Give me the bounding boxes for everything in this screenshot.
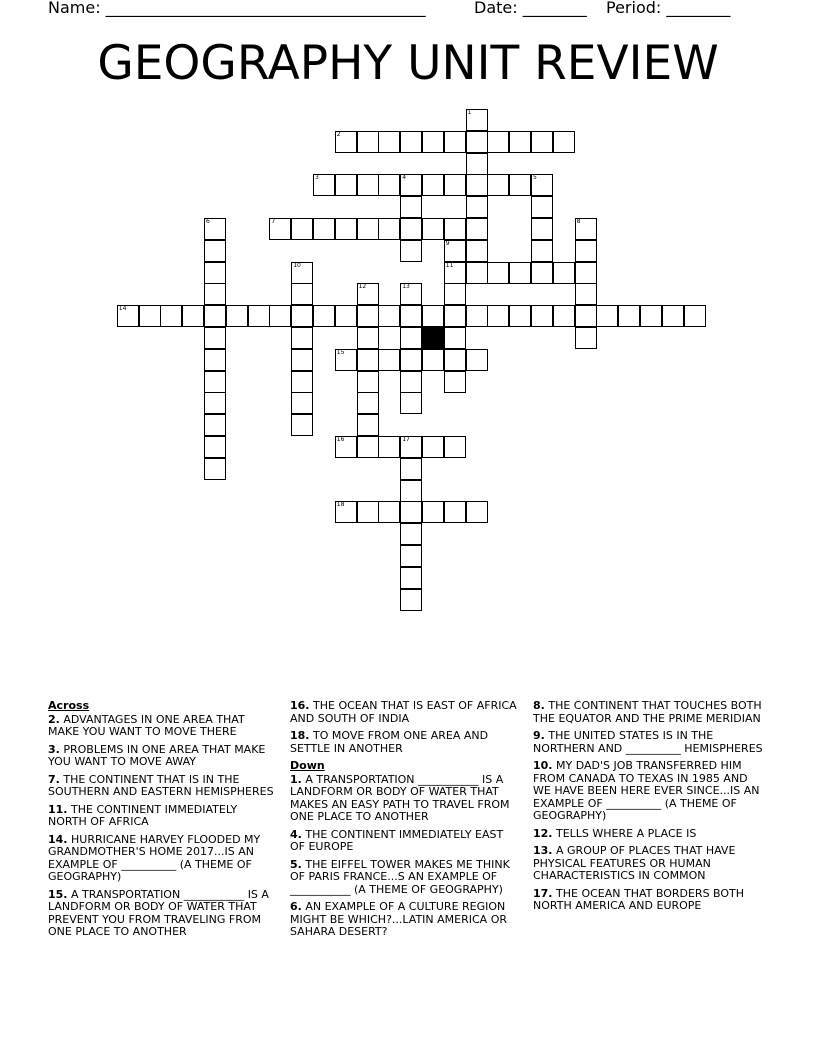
grid-cell[interactable] (400, 480, 422, 502)
grid-cell[interactable] (160, 305, 182, 327)
grid-cell[interactable] (117, 305, 139, 327)
grid-cell[interactable] (204, 240, 226, 262)
grid-cell[interactable] (487, 174, 509, 196)
clue-column-3 (533, 700, 763, 918)
name-field-label: Name: ________________________________________ (48, 0, 426, 17)
grid-cell[interactable] (400, 371, 422, 393)
clue-item: 10. MY DAD'S JOB TRANSFERRED HIM FROM CANADA TO TEXAS IN 1985 AND WE HAVE BEEN HERE EVER SINCE...IS AN EXAMPLE OF __________ (A THEME OF GEOGRAPHY) (533, 759, 760, 822)
grid-cell[interactable] (291, 262, 313, 284)
grid-cell[interactable] (204, 458, 226, 480)
grid-cell[interactable] (575, 218, 597, 240)
grid-cell[interactable] (575, 305, 597, 327)
grid-cell[interactable] (357, 436, 379, 458)
clue-item: 18. TO MOVE FROM ONE AREA AND SETTLE IN ANOTHER (290, 729, 489, 755)
grid-cell[interactable] (444, 131, 466, 153)
grid-cell[interactable] (357, 174, 379, 196)
grid-cell[interactable] (378, 174, 400, 196)
grid-cell[interactable] (357, 501, 379, 523)
grid-cell[interactable] (466, 305, 488, 327)
grid-cell[interactable] (378, 131, 400, 153)
clue-item: 1. A TRANSPORTATION ___________ IS A LANDFORM OR BODY OF WATER THAT MAKES AN EASY PATH TO TRAVEL FROM ONE PLACE TO ANOTHER (290, 772, 510, 823)
grid-cell[interactable] (553, 262, 575, 284)
grid-cell[interactable] (204, 283, 226, 305)
period-field-label: Period: ________ (606, 0, 731, 17)
down-heading: Down (290, 759, 325, 772)
grid-cell[interactable] (466, 153, 488, 175)
grid-cell[interactable] (204, 327, 226, 349)
clue-number: 7 (271, 218, 276, 225)
grid-cell[interactable] (422, 174, 444, 196)
grid-cell[interactable] (575, 283, 597, 305)
grid-cell[interactable] (618, 305, 640, 327)
clue-item: 3. PROBLEMS IN ONE AREA THAT MAKE YOU WANT TO MOVE AWAY (48, 742, 266, 768)
grid-cell[interactable] (204, 436, 226, 458)
grid-cell[interactable] (509, 131, 531, 153)
grid-cell[interactable] (400, 392, 422, 414)
grid-cell[interactable] (466, 196, 488, 218)
grid-cell[interactable] (575, 262, 597, 284)
grid-cell[interactable] (444, 371, 466, 393)
grid-cell[interactable] (204, 218, 226, 240)
clue-item: 9. THE UNITED STATES IS IN THE NORTHERN AND __________ HEMISPHERES (533, 729, 763, 755)
grid-cell[interactable] (291, 414, 313, 436)
grid-cell[interactable] (531, 240, 553, 262)
grid-cell[interactable] (553, 305, 575, 327)
grid-cell[interactable] (291, 305, 313, 327)
grid-cell[interactable] (378, 436, 400, 458)
grid-cell[interactable] (378, 305, 400, 327)
grid-cell[interactable] (291, 371, 313, 393)
grid-cell[interactable] (466, 174, 488, 196)
grid-cell[interactable] (662, 305, 684, 327)
grid-cell[interactable] (291, 218, 313, 240)
grid-cell[interactable] (531, 262, 553, 284)
grid-cell[interactable] (357, 218, 379, 240)
grid-cell[interactable] (596, 305, 618, 327)
grid-cell[interactable] (400, 305, 422, 327)
grid-cell[interactable] (226, 305, 248, 327)
grid-cell[interactable] (553, 131, 575, 153)
grid-cell[interactable] (291, 392, 313, 414)
grid-cell[interactable] (400, 131, 422, 153)
grid-cell[interactable] (400, 567, 422, 589)
grid-cell[interactable] (357, 414, 379, 436)
grid-cell[interactable] (684, 305, 706, 327)
clue-column-2 (290, 700, 520, 944)
grid-cell[interactable] (575, 240, 597, 262)
clue-item: 12. TELLS WHERE A PLACE IS (533, 826, 697, 840)
grid-cell[interactable] (204, 305, 226, 327)
grid-cell[interactable] (422, 349, 444, 371)
clue-number: 11 (445, 261, 454, 269)
grid-cell[interactable] (444, 436, 466, 458)
clue-number: 14 (118, 305, 127, 313)
clue-number: 17 (402, 436, 410, 443)
grid-cell[interactable] (466, 349, 488, 371)
grid-cell[interactable] (400, 589, 422, 611)
clue-item: 13. A GROUP OF PLACES THAT HAVE PHYSICAL FEATURES OR HUMAN CHARACTERISTICS IN COMMON (533, 844, 736, 882)
grid-cell[interactable] (422, 436, 444, 458)
grid-cell[interactable] (487, 305, 509, 327)
grid-cell[interactable] (400, 545, 422, 567)
grid-cell[interactable] (640, 305, 662, 327)
grid-cell[interactable] (422, 218, 444, 240)
grid-cell[interactable] (400, 501, 422, 523)
clue-number: 16 (336, 436, 345, 443)
grid-cell[interactable] (357, 283, 379, 305)
grid-cell[interactable] (400, 349, 422, 371)
clue-column-1 (48, 700, 278, 944)
grid-cell[interactable] (335, 131, 357, 153)
grid-cell[interactable] (466, 501, 488, 523)
grid-cell[interactable] (400, 240, 422, 262)
grid-cell[interactable] (400, 196, 422, 218)
grid-cell[interactable] (291, 283, 313, 305)
grid-cell[interactable] (531, 305, 553, 327)
grid-cell[interactable] (182, 305, 204, 327)
grid-cell[interactable] (444, 305, 466, 327)
grid-cell[interactable] (531, 218, 553, 240)
grid-cell[interactable] (291, 327, 313, 349)
grid-cell[interactable] (313, 174, 335, 196)
grid-cell[interactable] (422, 305, 444, 327)
grid-cell[interactable] (378, 218, 400, 240)
grid-cell[interactable] (422, 501, 444, 523)
grid-cell[interactable] (378, 349, 400, 371)
grid-cell[interactable] (357, 349, 379, 371)
black-cell (422, 327, 444, 349)
grid-cell[interactable] (335, 305, 357, 327)
grid-cell[interactable] (139, 305, 161, 327)
grid-cell[interactable] (335, 218, 357, 240)
clue-number: 13 (402, 283, 410, 291)
clue-item: 6. AN EXAMPLE OF A CULTURE REGION MIGHT BE WHICH?...LATIN AMERICA OR SAHARA DESERT? (290, 900, 508, 938)
grid-cell[interactable] (400, 174, 422, 196)
grid-cell[interactable] (400, 523, 422, 545)
grid-cell[interactable] (575, 327, 597, 349)
clue-number: 3 (315, 174, 319, 182)
grid-cell[interactable] (291, 349, 313, 371)
grid-cell[interactable] (422, 131, 444, 153)
grid-cell[interactable] (400, 327, 422, 349)
clue-number: 6 (206, 218, 210, 225)
grid-cell[interactable] (269, 218, 291, 240)
grid-cell[interactable] (335, 501, 357, 523)
clue-number: 12 (358, 283, 367, 291)
grid-cell[interactable] (466, 240, 488, 262)
grid-cell[interactable] (444, 174, 466, 196)
clue-item: 14. HURRICANE HARVEY FLOODED MY GRANDMOTHER'S HOME 2017...IS AN EXAMPLE OF __________ (A THEME OF GEOGRAPHY) (48, 832, 261, 883)
clue-number: 4 (402, 174, 407, 182)
clue-item: 17. THE OCEAN THAT BORDERS BOTH NORTH AMERICA AND EUROPE (533, 886, 745, 912)
grid-cell[interactable] (531, 131, 553, 153)
grid-cell[interactable] (444, 262, 466, 284)
clue-number: 5 (533, 174, 537, 182)
clue-item: 8. THE CONTINENT THAT TOUCHES BOTH THE EQUATOR AND THE PRIME MERIDIAN (533, 699, 762, 725)
grid-cell[interactable] (357, 131, 379, 153)
clue-item: 4. THE CONTINENT IMMEDIATELY EAST OF EUROPE (290, 827, 504, 853)
date-field-label: Date: ________ (474, 0, 587, 17)
clue-item: 7. THE CONTINENT THAT IS IN THE SOUTHERN AND EASTERN HEMISPHERES (48, 772, 274, 798)
grid-cell[interactable] (466, 218, 488, 240)
grid-cell[interactable] (204, 392, 226, 414)
clue-number: 15 (336, 348, 345, 356)
grid-cell[interactable] (248, 305, 270, 327)
grid-cell[interactable] (204, 371, 226, 393)
grid-cell[interactable] (487, 262, 509, 284)
grid-cell[interactable] (357, 392, 379, 414)
clue-item: 5. THE EIFFEL TOWER MAKES ME THINK OF PARIS FRANCE...S AN EXAMPLE OF ___________ (A THEME OF GEOGRAPHY) (290, 857, 510, 896)
grid-cell[interactable] (335, 174, 357, 196)
grid-cell[interactable] (487, 131, 509, 153)
clue-item: 11. THE CONTINENT IMMEDIATELY NORTH OF AFRICA (48, 802, 238, 828)
grid-cell[interactable] (335, 349, 357, 371)
clue-item: 16. THE OCEAN THAT IS EAST OF AFRICA AND SOUTH OF INDIA (290, 699, 517, 725)
grid-cell[interactable] (509, 262, 531, 284)
grid-cell[interactable] (466, 131, 488, 153)
grid-cell[interactable] (466, 109, 488, 131)
grid-cell[interactable] (444, 218, 466, 240)
clue-item: 2. ADVANTAGES IN ONE AREA THAT MAKE YOU WANT TO MOVE THERE (48, 712, 245, 738)
grid-cell[interactable] (313, 218, 335, 240)
grid-cell[interactable] (400, 283, 422, 305)
across-heading: Across (48, 699, 90, 712)
clue-number: 8 (576, 218, 581, 225)
clue-item: 15. A TRANSPORTATION ___________ IS A LANDFORM OR BODY OF WATER THAT PREVENT YOU FROM TRAVELING FROM ONE PLACE TO ANOTHER (48, 887, 269, 938)
grid-cell[interactable] (357, 371, 379, 393)
grid-cell[interactable] (335, 436, 357, 458)
clue-number: 1 (467, 109, 472, 116)
grid-cell[interactable] (357, 305, 379, 327)
grid-cell[interactable] (531, 174, 553, 196)
grid-cell[interactable] (444, 327, 466, 349)
grid-cell[interactable] (204, 262, 226, 284)
clue-number: 10 (293, 261, 301, 269)
grid-cell[interactable] (400, 436, 422, 458)
grid-cell[interactable] (444, 349, 466, 371)
grid-cell[interactable] (444, 283, 466, 305)
grid-cell[interactable] (444, 501, 466, 523)
grid-cell[interactable] (313, 305, 335, 327)
clue-number: 9 (445, 239, 450, 247)
clue-number: 2 (336, 130, 341, 138)
grid-cell[interactable] (204, 414, 226, 436)
grid-cell[interactable] (269, 305, 291, 327)
grid-cell[interactable] (400, 458, 422, 480)
grid-cell[interactable] (531, 196, 553, 218)
grid-cell[interactable] (444, 240, 466, 262)
grid-cell[interactable] (466, 262, 488, 284)
grid-cell[interactable] (509, 174, 531, 196)
grid-cell[interactable] (204, 349, 226, 371)
page-title: GEOGRAPHY UNIT REVIEW (97, 36, 719, 91)
grid-cell[interactable] (378, 501, 400, 523)
grid-cell[interactable] (509, 305, 531, 327)
grid-cell[interactable] (357, 327, 379, 349)
grid-cell[interactable] (400, 218, 422, 240)
clue-number: 18 (336, 501, 345, 509)
